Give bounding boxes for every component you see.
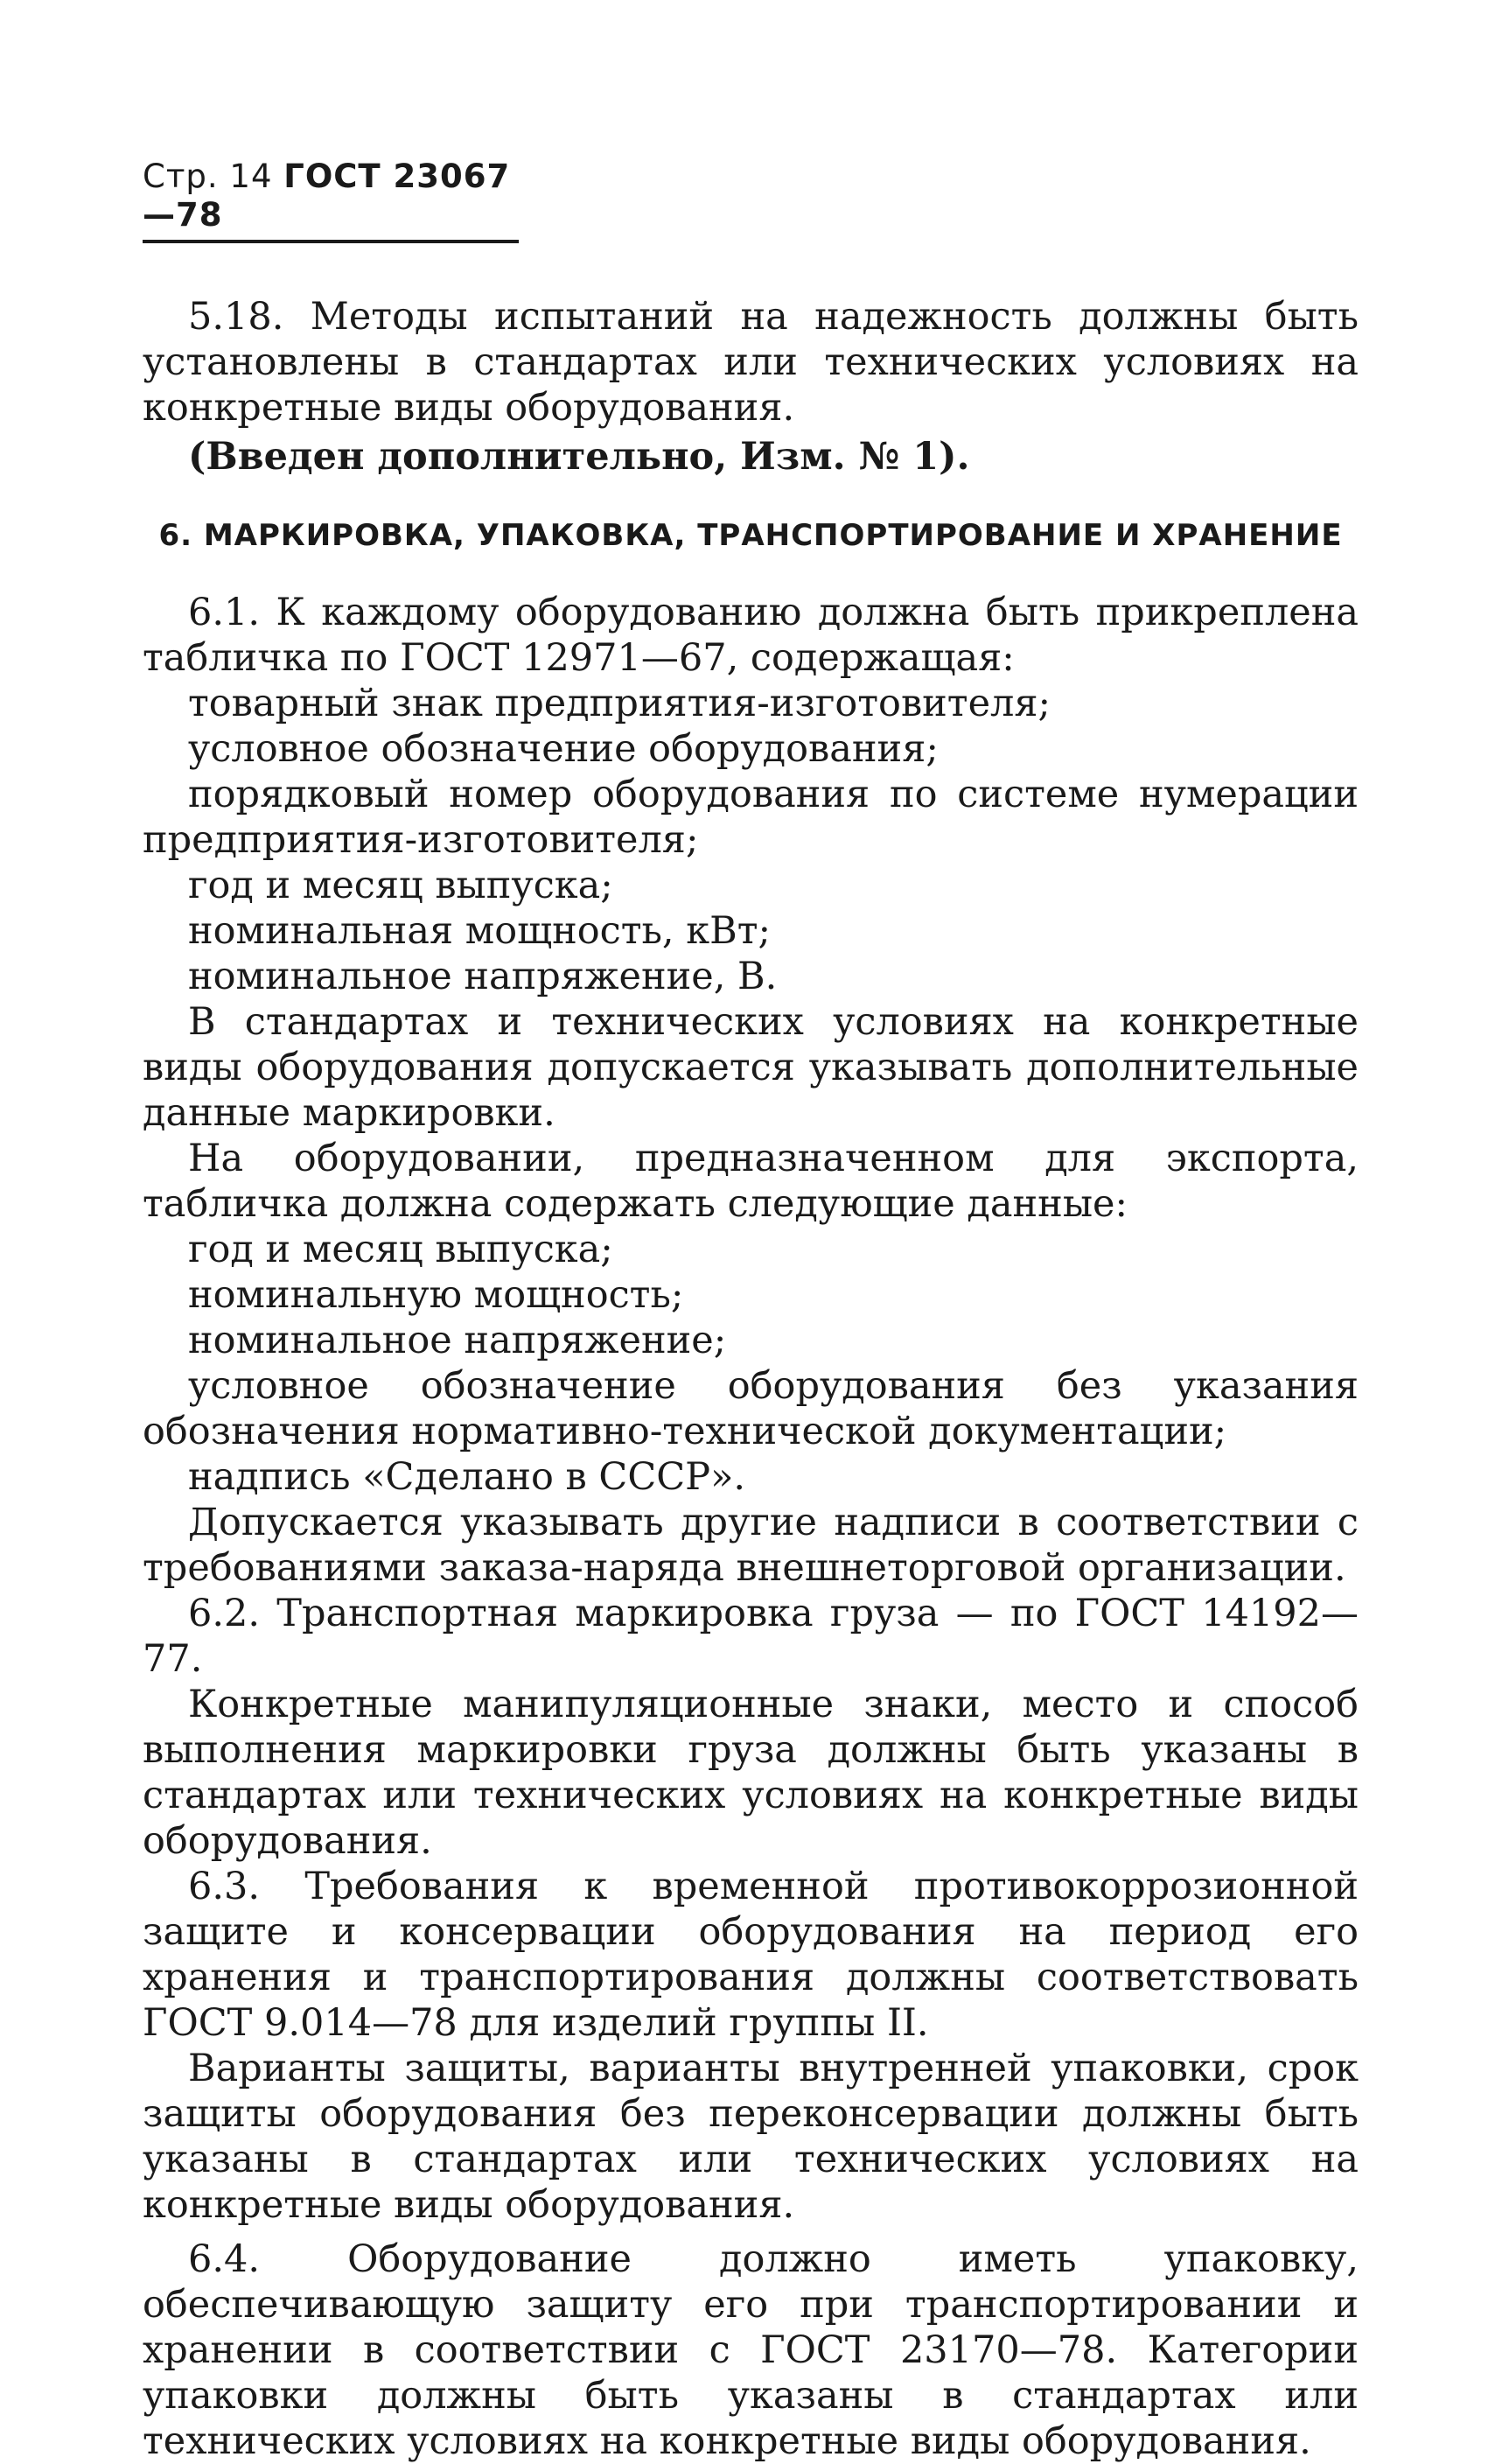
- list-item: номинальное напряжение;: [188, 1319, 727, 1362]
- paragraph: Конкретные манипуляционные знаки, место и способ выполнения маркировки груза должны быть указаны в стандартах или технических условиях на конкретные виды оборудования.: [143, 1683, 1359, 1863]
- list-item: номинальную мощность;: [188, 1273, 684, 1317]
- list-item: условное обозначение оборудования;: [188, 727, 939, 771]
- page-number: Стр. 14: [143, 158, 273, 195]
- list-item: год и месяц выпуска;: [188, 864, 613, 907]
- list-item: товарный знак предприятия-изготовителя;: [188, 682, 1051, 725]
- paragraph-6-2: 6.2. Транспортная маркировка груза — по ГОСТ 14192—77.: [143, 1592, 1359, 1681]
- list-item: порядковый номер оборудования по системе нумерации предприятия-изготовителя;: [143, 773, 1359, 862]
- document-body: [143, 294, 1359, 2464]
- paragraph-6-3: 6.3. Требования к временной противокоррозионной защите и консервации оборудования на период его хранения и транспортирования должны соответствовать ГОСТ 9.014—78 для изделий группы II.: [143, 1865, 1359, 2045]
- paragraph: В стандартах и технических условиях на конкретные виды оборудования допускается указывать дополнительные данные маркировки.: [143, 1000, 1359, 1135]
- list-item: номинальная мощность, кВт;: [188, 909, 771, 953]
- paragraph-6-1: 6.1. К каждому оборудованию должна быть прикреплена табличка по ГОСТ 12971—67, содержащая:: [143, 591, 1359, 680]
- paragraph: На оборудовании, предназначенном для экспорта, табличка должна содержать следующие данные:: [143, 1137, 1359, 1226]
- list-item: условное обозначение оборудования без указания обозначения нормативно-технической документации;: [143, 1364, 1359, 1453]
- paragraph: Варианты защиты, варианты внутренней упаковки, срок защиты оборудования без переконсервации должны быть указаны в стандартах или технических условиях на конкретные виды оборудования.: [143, 2047, 1359, 2227]
- list-item: надпись «Сделано в СССР».: [188, 1455, 746, 1499]
- page-header: [143, 158, 519, 243]
- list-item: номинальное напряжение, В.: [188, 955, 778, 998]
- paragraph: Допускается указывать другие надписи в соответствии с требованиями заказа-наряда внешнеторговой организации.: [143, 1501, 1359, 1590]
- list-item: год и месяц выпуска;: [188, 1228, 613, 1271]
- section-heading: 6. МАРКИРОВКА, УПАКОВКА, ТРАНСПОРТИРОВАНИЕ И ХРАНЕНИЕ: [158, 518, 1343, 553]
- document-page: [143, 158, 1359, 2464]
- amendment-note: (Введен дополнительно, Изм. № 1).: [188, 435, 970, 479]
- paragraph-6-4: 6.4. Оборудование должно иметь упаковку, обеспечивающую защиту его при транспортировании и хранении в соответствии с ГОСТ 23170—78. Категории упаковки должны быть указаны в стандартах или технических условиях на конкретные виды оборудования.: [143, 2237, 1359, 2463]
- paragraph-5-18: 5.18. Методы испытаний на надежность должны быть установлены в стандартах или технических условиях на конкретные виды оборудования.: [143, 295, 1359, 430]
- standard-number: ГОСТ 23067—78: [143, 158, 511, 234]
